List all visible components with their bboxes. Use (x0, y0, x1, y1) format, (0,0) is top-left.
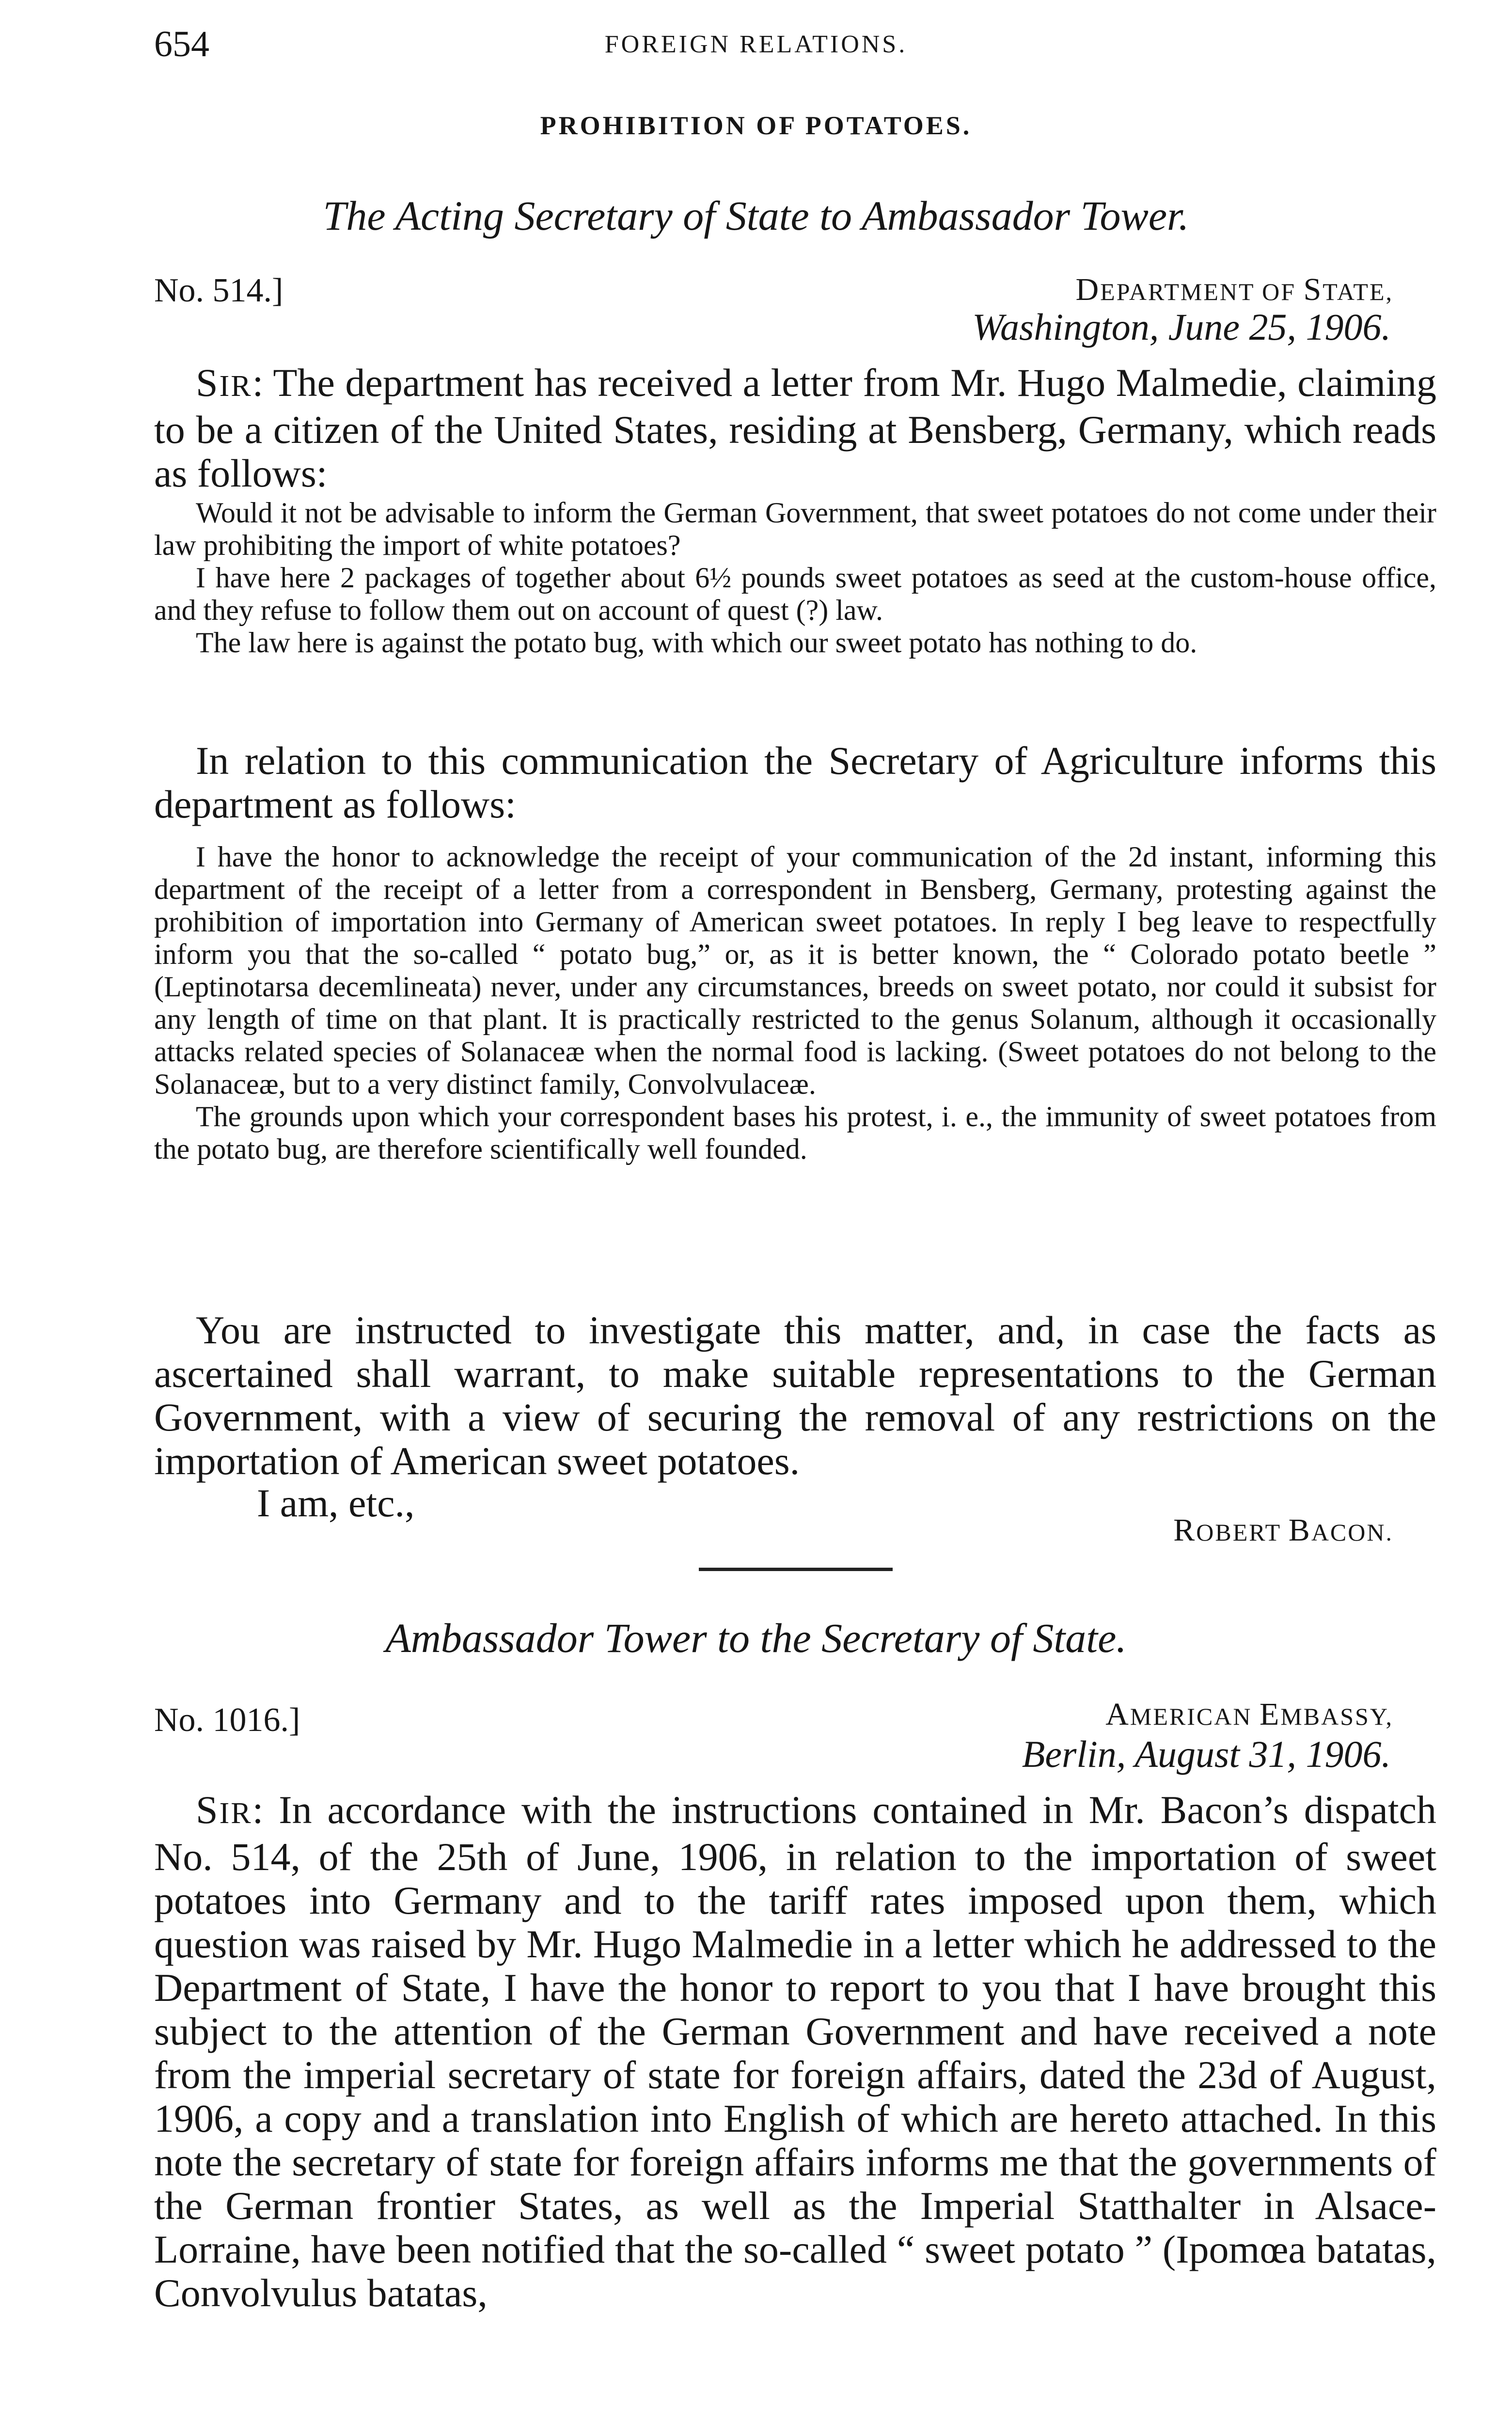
page-number: 654 (154, 24, 209, 64)
letter1-heading: The Acting Secretary of State to Ambassador Tower. (323, 192, 1189, 239)
quote2-paragraph-2: The grounds upon which your correspondent bases his protest, i. e., the immunity of sweet potatoes from the potato bug, are therefore scientifically well founded. (154, 1101, 1436, 1165)
letter1-para3: You are instructed to investigate this matter, and, in case the facts as ascertained shall warrant, to make suitable representations to the German Government, with a view of securing the removal of any restrictions on the importation of American sweet potatoes. (154, 1308, 1436, 1483)
quote1-paragraph-1: Would it not be advisable to inform the German Government, that sweet potatoes do not come under their law prohibiting the import of white potatoes? (154, 497, 1436, 561)
letter2-salutation: SIR (196, 1788, 252, 1832)
quote1-paragraph-2: I have here 2 packages of together about 6½ pounds sweet potatoes as seed at the custom-house office, and they refuse to follow them out on account of quest (?) law. (154, 562, 1436, 626)
letter2-para1-block (154, 1788, 1436, 2315)
letter2-number: No. 1016.] (154, 1701, 300, 1739)
letter1-closing: I am, etc., (257, 1481, 415, 1525)
letter1-salutation: SIR (196, 361, 252, 405)
letter1-para1: SIR: The department has received a letter from Mr. Hugo Malmedie, claiming to be a citizen of the United States, residing at Bensberg, Germany, which reads as follows: (154, 361, 1436, 495)
section-title: PROHIBITION OF POTATOES. (540, 111, 972, 140)
letter2-heading: Ambassador Tower to the Secretary of State. (385, 1615, 1127, 1661)
quote1-paragraph-3: The law here is against the potato bug, with which our sweet potato has nothing to do. (196, 627, 1197, 659)
letter1-dateline: Washington, June 25, 1906. (972, 306, 1391, 348)
section-divider (699, 1568, 893, 1571)
letter1-signature: ROBERT BACON. (1173, 1512, 1393, 1548)
letter1-para2-block (154, 739, 1436, 826)
letter1-quote2 (154, 841, 1436, 1165)
letter1-para2: In relation to this communication the Secretary of Agriculture informs this department as follows: (154, 739, 1436, 826)
letter1-number: No. 514.] (154, 272, 284, 309)
quote2-paragraph-1: I have the honor to acknowledge the receipt of your communication of the 2d instant, informing this department of the receipt of a letter from a correspondent in Bensberg, Germany, protesting against the prohibition of importation into Germany of American sweet potatoes. In reply I beg leave to respectfully inform you that the so-called “ potato bug,” or, as it is better known, the “ Colorado potato beetle ” (Leptinotarsa decemlineata) never, under any circumstances, breeds on sweet potato, nor could it subsist for any length of time on that plant. It is practically restricted to the genus Solanum, although it occasionally attacks related species of Solanaceæ when the normal food is lacking. (Sweet potatoes do not belong to the Solanaceæ, but to a very distinct family, Convolvulaceæ. (154, 841, 1436, 1100)
letter2-dateline: Berlin, August 31, 1906. (1022, 1733, 1391, 1775)
letter1-quote1 (154, 497, 1436, 659)
letter1-para1-block (154, 361, 1436, 495)
letter2-sender: AMERICAN EMBASSY, (1105, 1697, 1393, 1732)
letter1-sender: DEPARTMENT OF STATE, (1075, 272, 1393, 307)
running-head: FOREIGN RELATIONS. (604, 31, 908, 58)
letter1-para3-block (154, 1308, 1436, 1483)
letter2-para1: SIR: In accordance with the instructions contained in Mr. Bacon’s dispatch No. 514, of the 25th of June, 1906, in relation to the importation of sweet potatoes into Germany and to the tariff rates imposed upon them, which question was raised by Mr. Hugo Malmedie in a letter which he addressed to the Department of State, I have the honor to report to you that I have brought this subject to the attention of the German Government and have received a note from the imperial secretary of state for foreign affairs, dated the 23d of August, 1906, a copy and a translation into English of which are hereto attached. In this note the secretary of state for foreign affairs informs me that the governments of the German frontier States, as well as the Imperial Statthalter in Alsace-Lorraine, have been notified that the so-called “ sweet potato ” (Ipomœa batatas, Convolvulus batatas, (154, 1788, 1436, 2315)
